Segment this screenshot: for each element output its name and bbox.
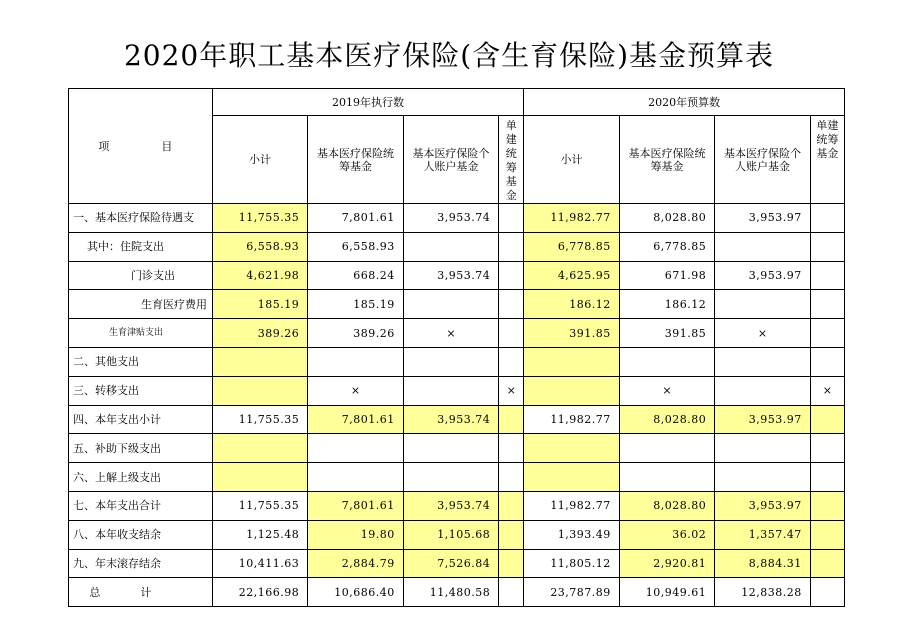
cell-v2020-pooled-fund: 8,028.80: [619, 405, 714, 434]
table-row: [69, 204, 845, 233]
cell-v2020-personal-account-fund: [715, 376, 810, 405]
cell-v2019-pooled-fund: [308, 463, 403, 492]
cell-v2020-standalone-fund: [810, 290, 844, 319]
table-row: [69, 261, 845, 290]
item-column-header: 项 目: [69, 89, 213, 204]
cell-v2020-subtotal: 11,982.77: [524, 204, 619, 233]
cell-v2019-subtotal: 389.26: [212, 319, 307, 348]
group-header-2019: 2019年执行数: [212, 89, 524, 116]
cell-v2019-subtotal: 6,558.93: [212, 232, 307, 261]
cell-v2019-personal-account-fund: [403, 347, 498, 376]
cell-v2019-subtotal: [212, 434, 307, 463]
cell-v2019-standalone-fund: [499, 491, 524, 520]
cell-v2020-pooled-fund: [619, 347, 714, 376]
subheader-2020-personal-account-fund: 基本医疗保险个人账户基金: [715, 116, 810, 204]
row-label: 七、本年支出合计: [69, 491, 213, 520]
row-label: 五、补助下级支出: [69, 434, 213, 463]
cell-v2020-subtotal: 11,982.77: [524, 405, 619, 434]
cell-v2019-personal-account-fund: [403, 232, 498, 261]
cell-v2020-subtotal: 6,778.85: [524, 232, 619, 261]
cell-v2019-standalone-fund: [499, 405, 524, 434]
cell-v2020-subtotal: 391.85: [524, 319, 619, 348]
subheader-2020-pooled-fund: 基本医疗保险统筹基金: [619, 116, 714, 204]
cell-v2019-subtotal: 11,755.35: [212, 405, 307, 434]
cell-v2019-pooled-fund: 7,801.61: [308, 491, 403, 520]
cell-v2019-subtotal: [212, 463, 307, 492]
cell-v2020-personal-account-fund: 1,357.47: [715, 520, 810, 549]
cell-v2020-personal-account-fund: 3,953.97: [715, 491, 810, 520]
cell-v2019-standalone-fund: [499, 578, 524, 607]
row-label: 六、上解上级支出: [69, 463, 213, 492]
cell-v2019-standalone-fund: ×: [499, 376, 524, 405]
cell-v2020-personal-account-fund: 8,884.31: [715, 549, 810, 578]
cell-v2020-pooled-fund: 6,778.85: [619, 232, 714, 261]
cell-v2019-pooled-fund: 7,801.61: [308, 405, 403, 434]
cell-v2020-pooled-fund: 186.12: [619, 290, 714, 319]
cell-v2019-personal-account-fund: [403, 376, 498, 405]
row-label: 八、本年收支结余: [69, 520, 213, 549]
cell-v2020-pooled-fund: 8,028.80: [619, 204, 714, 233]
row-label: 生育医疗费用: [69, 290, 213, 319]
cell-v2020-standalone-fund: [810, 520, 844, 549]
row-label: 生育津贴支出: [69, 319, 213, 348]
row-label: 三、转移支出: [69, 376, 213, 405]
table-row: [69, 549, 845, 578]
cell-v2019-subtotal: 22,166.98: [212, 578, 307, 607]
cell-v2019-personal-account-fund: 7,526.84: [403, 549, 498, 578]
cell-v2019-subtotal: [212, 347, 307, 376]
subheader-2020-subtotal: 小计: [524, 116, 619, 204]
cell-v2019-standalone-fund: [499, 549, 524, 578]
row-label: 其中：住院支出: [69, 232, 213, 261]
table-row: [69, 434, 845, 463]
row-label: 四、本年支出小计: [69, 405, 213, 434]
cell-v2020-personal-account-fund: [715, 232, 810, 261]
cell-v2020-pooled-fund: 36.02: [619, 520, 714, 549]
cell-v2020-standalone-fund: [810, 549, 844, 578]
subheader-2019-personal-account-fund: 基本医疗保险个人账户基金: [403, 116, 498, 204]
cell-v2020-personal-account-fund: ×: [715, 319, 810, 348]
cell-v2020-personal-account-fund: 3,953.97: [715, 204, 810, 233]
cell-v2020-standalone-fund: [810, 405, 844, 434]
cell-v2019-pooled-fund: 389.26: [308, 319, 403, 348]
cell-v2019-personal-account-fund: ×: [403, 319, 498, 348]
cell-v2019-subtotal: 10,411.63: [212, 549, 307, 578]
cell-v2020-subtotal: 11,982.77: [524, 491, 619, 520]
group-header-2020: 2020年预算数: [524, 89, 845, 116]
cell-v2020-standalone-fund: ×: [810, 376, 844, 405]
cell-v2019-personal-account-fund: 3,953.74: [403, 204, 498, 233]
cell-v2019-pooled-fund: 668.24: [308, 261, 403, 290]
subheader-2020-standalone-fund: 单建统筹基金: [810, 116, 844, 204]
header-row-groups: [69, 89, 845, 116]
cell-v2019-personal-account-fund: 3,953.74: [403, 405, 498, 434]
cell-v2019-personal-account-fund: [403, 290, 498, 319]
cell-v2019-pooled-fund: 19.80: [308, 520, 403, 549]
cell-v2019-standalone-fund: [499, 232, 524, 261]
cell-v2019-subtotal: 11,755.35: [212, 491, 307, 520]
row-label: 总计: [69, 578, 213, 607]
cell-v2020-standalone-fund: [810, 319, 844, 348]
cell-v2019-pooled-fund: 6,558.93: [308, 232, 403, 261]
cell-v2019-pooled-fund: [308, 434, 403, 463]
cell-v2020-subtotal: [524, 347, 619, 376]
cell-v2020-personal-account-fund: [715, 290, 810, 319]
cell-v2020-subtotal: 186.12: [524, 290, 619, 319]
cell-v2020-pooled-fund: 671.98: [619, 261, 714, 290]
cell-v2020-subtotal: 11,805.12: [524, 549, 619, 578]
cell-v2020-standalone-fund: [810, 204, 844, 233]
row-label: 一、基本医疗保险待遇支: [69, 204, 213, 233]
cell-v2019-standalone-fund: [499, 434, 524, 463]
cell-v2019-pooled-fund: 7,801.61: [308, 204, 403, 233]
page-title: 2020年职工基本医疗保险(含生育保险)基金预算表: [123, 39, 775, 72]
cell-v2020-subtotal: [524, 434, 619, 463]
cell-v2019-standalone-fund: [499, 463, 524, 492]
cell-v2020-personal-account-fund: [715, 463, 810, 492]
cell-v2020-pooled-fund: 2,920.81: [619, 549, 714, 578]
cell-v2020-standalone-fund: [810, 347, 844, 376]
cell-v2020-standalone-fund: [810, 491, 844, 520]
subheader-2019-subtotal: 小计: [212, 116, 307, 204]
cell-v2020-standalone-fund: [810, 434, 844, 463]
table-row: [69, 578, 845, 607]
cell-v2019-personal-account-fund: [403, 434, 498, 463]
cell-v2020-standalone-fund: [810, 232, 844, 261]
budget-table: [68, 88, 845, 607]
cell-v2019-subtotal: 11,755.35: [212, 204, 307, 233]
cell-v2020-subtotal: 23,787.89: [524, 578, 619, 607]
table-row: [69, 232, 845, 261]
cell-v2019-standalone-fund: [499, 347, 524, 376]
cell-v2019-standalone-fund: [499, 520, 524, 549]
cell-v2019-personal-account-fund: 3,953.74: [403, 261, 498, 290]
cell-v2019-pooled-fund: 2,884.79: [308, 549, 403, 578]
cell-v2019-pooled-fund: 185.19: [308, 290, 403, 319]
cell-v2019-personal-account-fund: 1,105.68: [403, 520, 498, 549]
cell-v2019-subtotal: 185.19: [212, 290, 307, 319]
table-row: [69, 290, 845, 319]
subheader-2019-standalone-fund: 单建统筹基金: [499, 116, 524, 204]
table-row: [69, 347, 845, 376]
cell-v2020-personal-account-fund: [715, 434, 810, 463]
table-body: [69, 204, 845, 607]
cell-v2020-pooled-fund: [619, 463, 714, 492]
cell-v2020-personal-account-fund: [715, 347, 810, 376]
cell-v2019-standalone-fund: [499, 290, 524, 319]
cell-v2019-subtotal: 4,621.98: [212, 261, 307, 290]
row-label: 二、其他支出: [69, 347, 213, 376]
cell-v2019-pooled-fund: [308, 347, 403, 376]
cell-v2019-standalone-fund: [499, 204, 524, 233]
row-label: 九、年末滚存结余: [69, 549, 213, 578]
cell-v2019-standalone-fund: [499, 319, 524, 348]
cell-v2019-subtotal: 1,125.48: [212, 520, 307, 549]
cell-v2020-pooled-fund: 391.85: [619, 319, 714, 348]
table-row: [69, 319, 845, 348]
table-row: [69, 405, 845, 434]
cell-v2020-standalone-fund: [810, 578, 844, 607]
cell-v2019-personal-account-fund: [403, 463, 498, 492]
cell-v2019-standalone-fund: [499, 261, 524, 290]
subheader-2019-pooled-fund: 基本医疗保险统筹基金: [308, 116, 403, 204]
table-row: [69, 491, 845, 520]
cell-v2020-subtotal: 1,393.49: [524, 520, 619, 549]
cell-v2019-pooled-fund: 10,686.40: [308, 578, 403, 607]
cell-v2020-pooled-fund: [619, 434, 714, 463]
row-label: 门诊支出: [69, 261, 213, 290]
cell-v2020-standalone-fund: [810, 463, 844, 492]
table-row: [69, 463, 845, 492]
table-row: [69, 376, 845, 405]
cell-v2020-standalone-fund: [810, 261, 844, 290]
cell-v2020-subtotal: [524, 463, 619, 492]
cell-v2020-subtotal: 4,625.95: [524, 261, 619, 290]
cell-v2019-personal-account-fund: 11,480.58: [403, 578, 498, 607]
cell-v2020-pooled-fund: 8,028.80: [619, 491, 714, 520]
table-row: [69, 520, 845, 549]
cell-v2020-personal-account-fund: 3,953.97: [715, 405, 810, 434]
cell-v2019-personal-account-fund: 3,953.74: [403, 491, 498, 520]
cell-v2020-subtotal: [524, 376, 619, 405]
cell-v2019-subtotal: [212, 376, 307, 405]
cell-v2019-pooled-fund: ×: [308, 376, 403, 405]
cell-v2020-pooled-fund: ×: [619, 376, 714, 405]
cell-v2020-personal-account-fund: 12,838.28: [715, 578, 810, 607]
cell-v2020-pooled-fund: 10,949.61: [619, 578, 714, 607]
cell-v2020-personal-account-fund: 3,953.97: [715, 261, 810, 290]
